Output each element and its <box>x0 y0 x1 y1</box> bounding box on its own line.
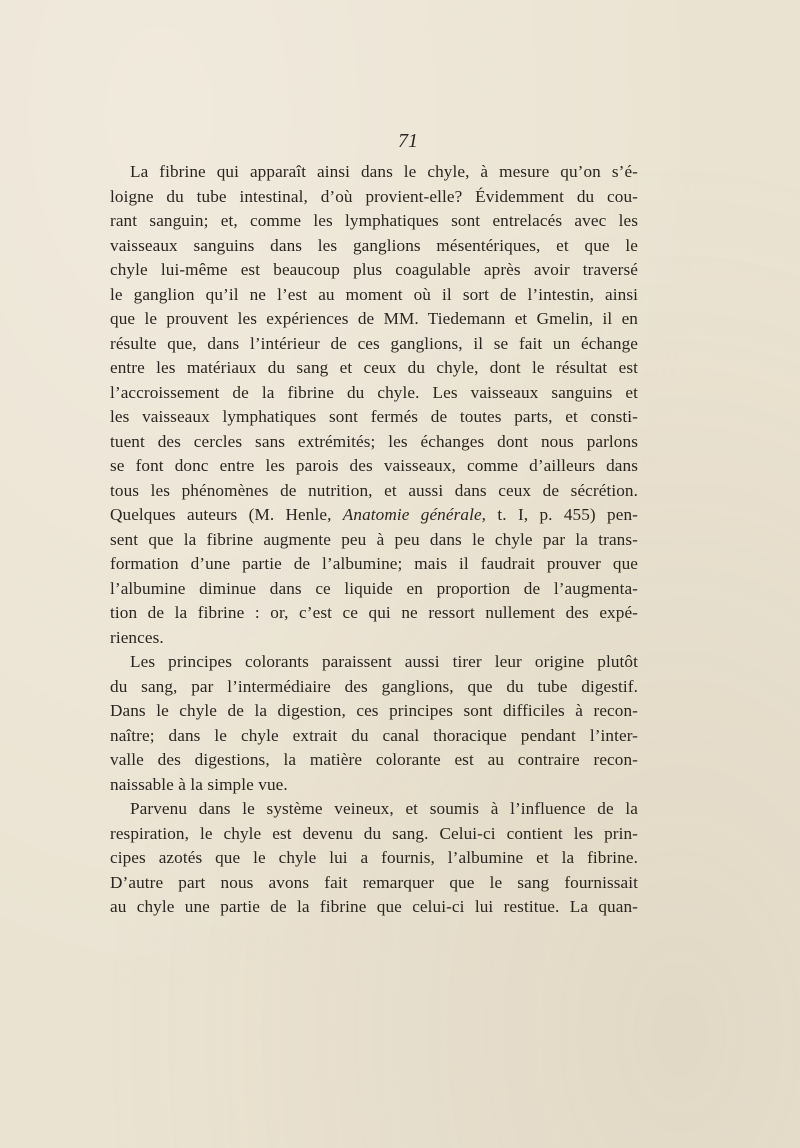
text-line: naissable à la simple vue. <box>110 774 288 794</box>
text-line: Parvenu dans le système veineux, et soumis à l’influence de la <box>130 799 638 818</box>
text-line: au chyle une partie de la fibrine que celui-ci lui restitue. La quan- <box>110 897 638 916</box>
page-number: 71 <box>398 130 418 152</box>
text-line: Les principes colorants paraissent aussi tirer leur origine plutôt <box>130 652 638 671</box>
citation-after: t. I, p. 455) pen- <box>486 505 638 524</box>
text-line: formation d’une partie de l’albumine; mais il faudrait prouver que <box>110 554 638 573</box>
text-line: Dans le chyle de la digestion, ces principes sont difficiles à recon- <box>110 701 638 720</box>
text-line: les vaisseaux lymphatiques sont fermés de toutes parts, et consti- <box>110 407 638 426</box>
text-line: résulte que, dans l’intérieur de ces ganglions, il se fait un échange <box>110 333 638 353</box>
text-line: vaisseaux sanguins dans les ganglions mésentériques, et que le <box>110 235 638 255</box>
text-line: se font donc entre les parois des vaisseaux, comme d’ailleurs dans <box>110 456 638 475</box>
text-line: sent que la fibrine augmente peu à peu dans le chyle par la trans- <box>110 529 638 549</box>
text-line: l’albumine diminue dans ce liquide en proportion de l’augmenta- <box>110 578 638 598</box>
text-line: respiration, le chyle est devenu du sang. Celui-ci contient les prin- <box>110 823 638 843</box>
text-line: du sang, par l’intermédiaire des ganglions, que du tube digestif. <box>110 676 638 696</box>
text-line: tuent des cercles sans extrémités; les échanges dont nous parlons <box>110 431 638 451</box>
text-line: riences. <box>110 627 164 647</box>
text-line: loigne du tube intestinal, d’où provient-elle? Évidemment du cou- <box>110 186 638 206</box>
text-line: chyle lui-même est beaucoup plus coagulable après avoir traversé <box>110 260 638 279</box>
text-line: tion de la fibrine : or, c’est ce qui ne ressort nullement des expé- <box>110 603 638 622</box>
citation-title: Anatomie générale, <box>342 505 487 524</box>
text-line: entre les matériaux du sang et ceux du chyle, dont le résultat est <box>110 358 638 377</box>
text-line: tous les phénomènes de nutrition, et aussi dans ceux de sécrétion. <box>110 480 638 500</box>
text-line: l’accroissement de la fibrine du chyle. Les vaisseaux sanguins et <box>110 382 638 402</box>
text-line: La fibrine qui apparaît ainsi dans le chyle, à mesure qu’on s’é- <box>130 162 638 181</box>
text-line-with-citation <box>110 503 638 528</box>
text-line: cipes azotés que le chyle lui a fournis, l’albumine et la fibrine. <box>110 848 638 867</box>
text-line: que le prouvent les expériences de MM. Tiedemann et Gmelin, il en <box>110 309 638 328</box>
text-line: D’autre part nous avons fait remarquer que le sang fournissait <box>110 872 638 892</box>
text-line: rant sanguin; et, comme les lymphatiques sont entrelacés avec les <box>110 211 638 230</box>
text-line: le ganglion qu’il ne l’est au moment où il sort de l’intestin, ainsi <box>110 284 638 304</box>
citation-before: Quelques auteurs (M. Henle, <box>110 505 343 524</box>
body-text <box>110 160 638 920</box>
text-line: valle des digestions, la matière colorante est au contraire recon- <box>110 750 638 769</box>
text-line: naître; dans le chyle extrait du canal thoracique pendant l’inter- <box>110 725 638 745</box>
